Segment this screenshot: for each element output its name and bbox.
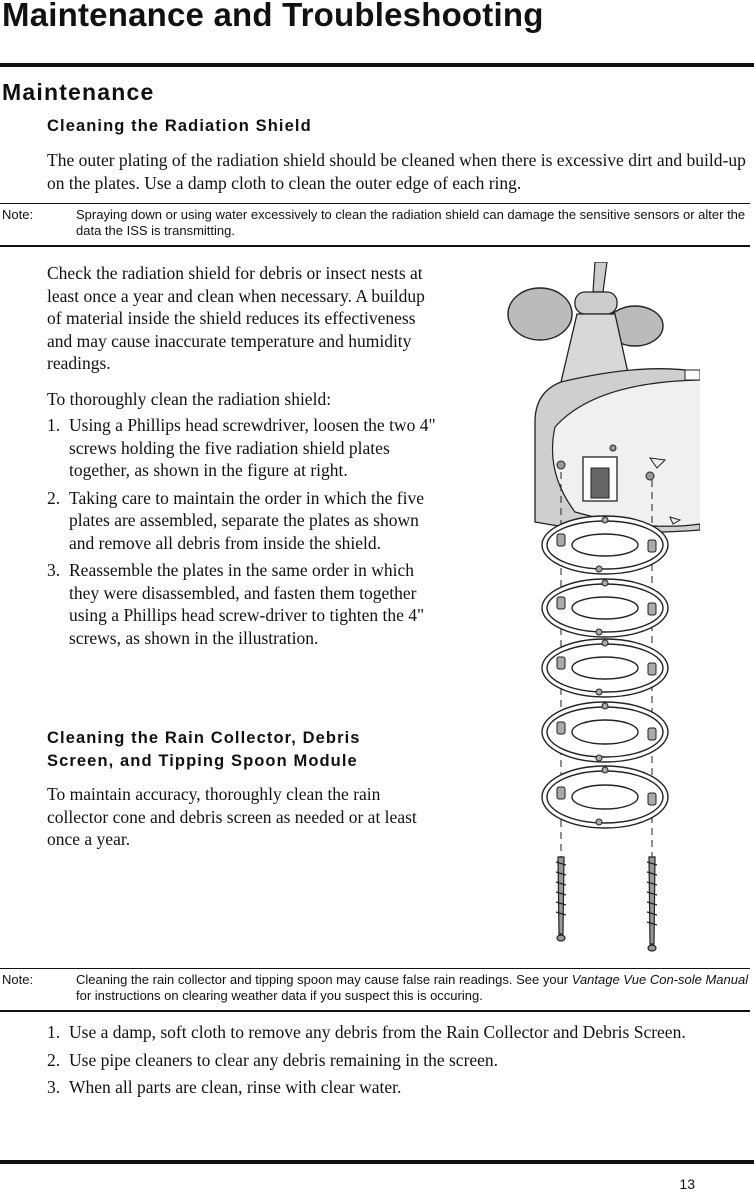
note-label: Note:	[2, 972, 34, 987]
note-rule-top	[0, 203, 750, 204]
shield-steps	[47, 414, 437, 654]
list-item: 1. Using a Phillips head screwdriver, loosen the two 4" screws holding the five radiation shield plates together, as shown in the figure at right.	[47, 415, 436, 480]
shield-heading: Cleaning the Radiation Shield	[47, 117, 312, 135]
note-rule-top	[0, 968, 750, 969]
title-rule	[0, 63, 754, 67]
page-number: 13	[679, 1176, 695, 1192]
page-title: Maintenance and Troubleshooting	[2, 0, 544, 33]
shield-intro: The outer plating of the radiation shield should be cleaned when there is excessive dirt and build-up on the plates. Use a damp cloth to clean the outer edge of each ring.	[47, 150, 746, 193]
rain-intro: To maintain accuracy, thoroughly clean the rain collector cone and debris screen as needed or at least once a year.	[47, 784, 417, 849]
note-label: Note:	[2, 207, 34, 222]
footer-rule	[0, 1160, 754, 1164]
section-heading: Maintenance	[2, 79, 155, 105]
screw-icon	[647, 857, 657, 951]
note-rule-bottom	[0, 245, 750, 247]
note-text: Cleaning the rain collector and tipping spoon may cause false rain readings. See your Vantage Vue Con-sole Manual for instructions on clearing weather data if you suspect this is occuring.	[76, 972, 749, 1003]
list-item: 3. When all parts are clean, rinse with clear water.	[47, 1077, 402, 1097]
list-item: 3. Reassemble the plates in the same order in which they were disassembled, and fasten them together using a Phillips head screw-driver to tighten the 4" screws, as shown in the illustration.	[47, 560, 425, 648]
rain-note	[0, 972, 750, 1006]
shield-note	[0, 207, 750, 241]
shield-check-text: Check the radiation shield for debris or insect nests at least once a year and clean when necessary. A buildup of material inside the shield reduces its effectiveness and may cause inaccurate temperature and humidity readings.	[47, 263, 425, 373]
rain-heading: Cleaning the Rain Collector, Debris Screen, and Tipping Spoon Module	[47, 729, 361, 770]
shield-steps-intro: To thoroughly clean the radiation shield:	[47, 389, 332, 409]
rain-steps	[47, 1021, 737, 1104]
note-rule-bottom	[0, 1010, 750, 1012]
list-item: 2. Taking care to maintain the order in which the five plates are assembled, separate the plates as shown and remove all debris from inside the shield.	[47, 487, 424, 553]
radiation-shield-illustration	[495, 262, 700, 952]
list-item: 2. Use pipe cleaners to clear any debris remaining in the screen.	[47, 1049, 499, 1070]
list-item: 1. Use a damp, soft cloth to remove any debris from the Rain Collector and Debris Screen.	[47, 1022, 686, 1042]
note-text: Spraying down or using water excessively to clean the radiation shield can damage the sensitive sensors or alter the data the ISS is transmitting.	[76, 207, 746, 238]
anemometer-cup-icon	[508, 288, 572, 340]
screw-icon	[556, 857, 566, 941]
